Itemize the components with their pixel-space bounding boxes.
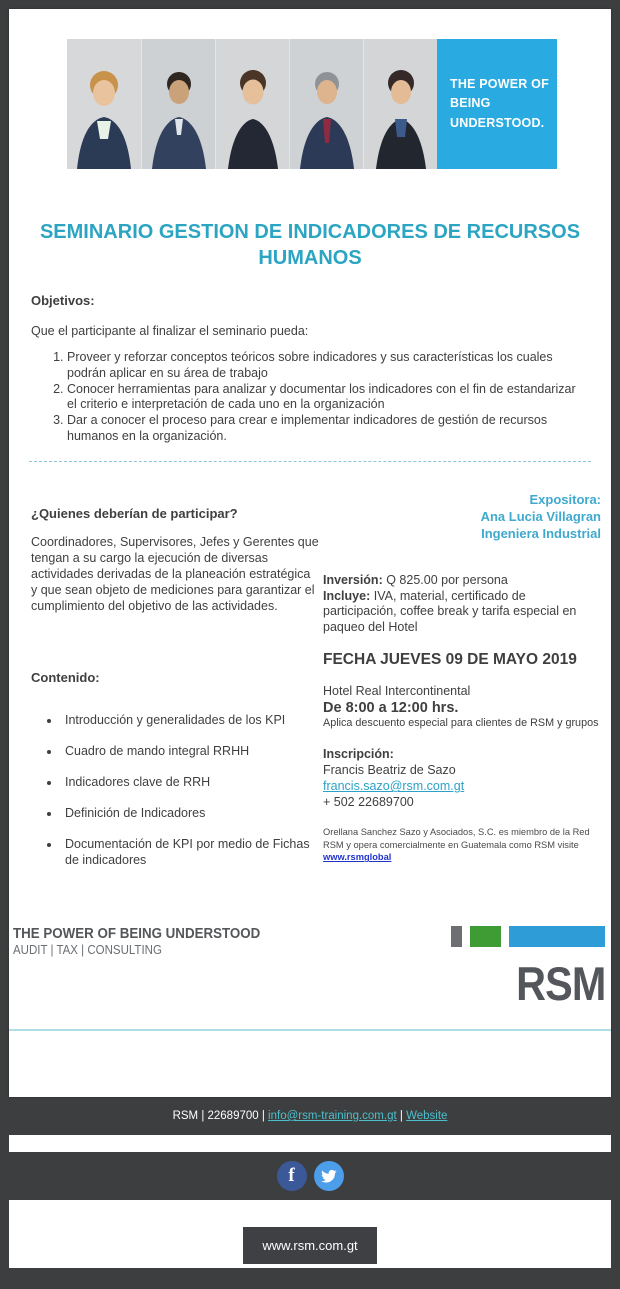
rsm-logo-gray-block (451, 926, 462, 947)
brand-footer (13, 925, 607, 1010)
registration-email-link[interactable]: francis.sazo@rsm.com.gt (323, 779, 465, 794)
investment-value: Q 825.00 por persona (382, 572, 508, 587)
email-page (0, 9, 620, 1289)
objective-item: 1. Proveer y reforzar conceptos teóricos sobre indicadores y sus características los cuales podrán aplicar en su área de trabajo (67, 350, 581, 382)
white-strip-divider (9, 1135, 611, 1152)
rsm-logo-text: RSM (515, 956, 605, 1010)
details-columns (31, 492, 611, 884)
social-band (0, 1152, 620, 1200)
website-button[interactable]: www.rsm.com.gt (243, 1227, 377, 1264)
objective-item: 2. Conocer herramientas para analizar y documentar los indicadores con el fin de estandarizar el criterio e interpretación de cada uno en la organización (67, 382, 581, 414)
seminar-title: SEMINARIO GESTION DE INDICADORES DE RECURSOS HUMANOS (39, 221, 581, 270)
header-photo-person-4 (289, 39, 363, 169)
dashed-divider (29, 461, 591, 462)
speaker-block (323, 492, 601, 543)
event-venue: Hotel Real Intercontinental (323, 684, 471, 699)
speaker-title: Ingeniera Industrial (481, 525, 601, 541)
speaker-label: Expositora: (529, 492, 601, 508)
header-photo-person-2 (141, 39, 215, 169)
power-of-being-understood-line: THE POWER OF BEING UNDERSTOOD (13, 925, 261, 942)
header-photo-person-1 (67, 39, 141, 169)
objectives-intro: Que el participante al finalizar el seminario pueda: (31, 323, 309, 338)
content-list (31, 713, 323, 868)
header-photo-person-5 (363, 39, 437, 169)
contact-bar (0, 1097, 620, 1135)
registration-phone: + 502 22689700 (323, 795, 414, 810)
header-banner-image (67, 39, 557, 169)
teal-rule (9, 1029, 611, 1031)
content-item: • Documentación de KPI por medio de Fichas de indicadores (61, 837, 323, 869)
investment-block (323, 573, 601, 637)
speaker-name: Ana Lucia Villagran (480, 508, 601, 524)
investment-label: Inversión: (323, 572, 383, 587)
rsm-logo-blocks (451, 926, 605, 947)
rsmglobal-link[interactable]: www.rsmglobal (323, 852, 392, 863)
header-tagline-box (437, 39, 557, 169)
contact-bar-website-link[interactable]: Website (406, 1110, 448, 1122)
registration-contact-name: Francis Beatriz de Sazo (323, 763, 456, 778)
includes-value: IVA, material, certificado de participación, coffee break y tarifa especial en paqueo del Hotel (323, 588, 577, 635)
twitter-icon[interactable] (314, 1161, 344, 1191)
objectives-list (9, 350, 581, 445)
event-time: De 8:00 a 12:00 hrs. (323, 700, 459, 717)
objective-item: 3. Dar a conocer el proceso para crear e implementar indicadores de gestión de recursos humanos en la organización. (67, 413, 581, 445)
contact-bar-email-link[interactable]: info@rsm-training.com.gt (268, 1110, 397, 1122)
rsm-logo (451, 926, 605, 1010)
content-heading: Contenido: (31, 670, 100, 686)
rsm-logo-green-block (470, 926, 501, 947)
brand-footer-text (13, 926, 282, 957)
right-column (323, 492, 601, 884)
registration-block (323, 746, 601, 810)
rsm-logo-blue-block (509, 926, 605, 947)
content-item: • Definición de Indicadores (61, 806, 323, 822)
legal-text: Orellana Sanchez Sazo y Asociados, S.C. es miembro de la Red RSM y opera comercialmente en Guatemala como RSM visite (323, 827, 590, 850)
twitter-bird-icon (320, 1168, 337, 1185)
objectives-heading: Objetivos: (31, 292, 95, 308)
tagline-line-2: BEING UNDERSTOOD. (450, 96, 545, 130)
contact-bar-prefix: RSM | 22689700 | (172, 1110, 269, 1122)
content-item: • Cuadro de mando integral RRHH (61, 744, 323, 760)
audit-tax-consulting-line: AUDIT | TAX | CONSULTING (13, 942, 162, 957)
participants-body: Coordinadores, Supervisores, Jefes y Gerentes que tengan a su cargo la ejecución de diversas actividades derivadas de la planeación estratégica y que sean objeto de mediciones para garantizar el cumplimiento del objetivo de las actividades. (31, 535, 319, 613)
bottom-band (9, 1200, 611, 1268)
contact-bar-separator: | (396, 1110, 407, 1122)
event-discount-note: Aplica descuento especial para clientes de RSM y grupos (323, 717, 599, 730)
participants-heading: ¿Quienes deberían de participar? (31, 506, 238, 522)
legal-note (323, 826, 597, 864)
facebook-icon[interactable]: f (277, 1161, 307, 1191)
tagline-line-1: THE POWER OF (450, 76, 549, 91)
content-item: • Introducción y generalidades de los KPI (61, 713, 323, 729)
main-card (9, 9, 611, 1097)
content-item: • Indicadores clave de RRH (61, 775, 323, 791)
registration-heading: Inscripción: (323, 747, 394, 762)
header-photo-person-3 (215, 39, 289, 169)
includes-label: Incluye: (323, 588, 371, 603)
event-date: FECHA JUEVES 09 DE MAYO 2019 (323, 651, 577, 669)
left-column (31, 492, 323, 884)
